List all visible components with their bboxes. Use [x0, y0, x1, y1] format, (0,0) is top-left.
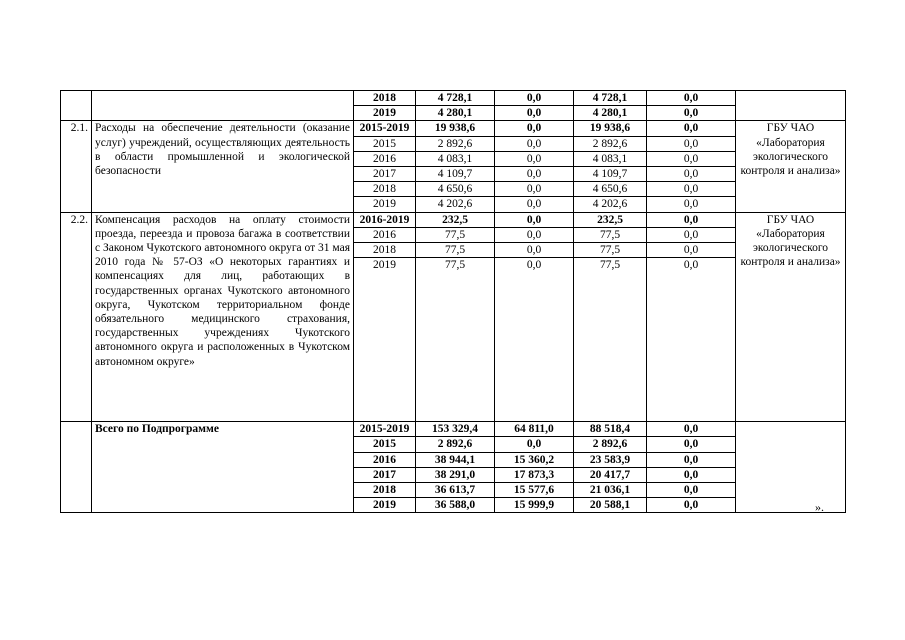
federal-cell: 0,0: [495, 167, 574, 182]
year-cell: 2017: [354, 467, 416, 482]
description-cell: [92, 91, 354, 121]
federal-cell: 0,0: [495, 243, 574, 258]
federal-cell: 0,0: [495, 151, 574, 166]
federal-cell: 0,0: [495, 91, 574, 106]
year-cell: 2016: [354, 452, 416, 467]
total-cell: 232,5: [416, 212, 495, 227]
item-number: 2.1.: [61, 121, 92, 212]
num-cell: [61, 422, 92, 513]
year-cell: 2018: [354, 243, 416, 258]
budget-table: [60, 90, 846, 513]
regional-cell: 4 728,1: [574, 91, 647, 106]
total-cell: 77,5: [416, 227, 495, 242]
regional-cell: 4 083,1: [574, 151, 647, 166]
item-executor: ГБУ ЧАО «Лаборатория экологического контроля и анализа»: [736, 212, 846, 422]
other-cell: 0,0: [647, 167, 736, 182]
regional-cell: 2 892,6: [574, 437, 647, 452]
other-cell: 0,0: [647, 467, 736, 482]
year-cell: 2015-2019: [354, 121, 416, 136]
other-cell: 0,0: [647, 121, 736, 136]
other-cell: 0,0: [647, 498, 736, 513]
total-cell: 36 588,0: [416, 498, 495, 513]
total-cell: 38 291,0: [416, 467, 495, 482]
year-cell: 2017: [354, 167, 416, 182]
year-cell: 2019: [354, 498, 416, 513]
total-cell: 77,5: [416, 243, 495, 258]
regional-cell: 4 202,6: [574, 197, 647, 212]
other-cell: 0,0: [647, 136, 736, 151]
year-cell: 2016-2019: [354, 212, 416, 227]
year-cell: 2018: [354, 91, 416, 106]
other-cell: 0,0: [647, 182, 736, 197]
total-cell: 4 202,6: [416, 197, 495, 212]
federal-cell: 0,0: [495, 227, 574, 242]
federal-cell: 0,0: [495, 182, 574, 197]
other-cell: 0,0: [647, 452, 736, 467]
year-cell: 2016: [354, 151, 416, 166]
federal-cell: 0,0: [495, 106, 574, 121]
table-row: [61, 91, 846, 106]
federal-cell: 0,0: [495, 212, 574, 227]
federal-cell: 15 577,6: [495, 483, 574, 498]
other-cell: 0,0: [647, 483, 736, 498]
year-cell: 2015-2019: [354, 422, 416, 437]
federal-cell: 17 873,3: [495, 467, 574, 482]
regional-cell: 2 892,6: [574, 136, 647, 151]
total-cell: 153 329,4: [416, 422, 495, 437]
regional-cell: 77,5: [574, 227, 647, 242]
totals-label: Всего по Подпрограмме: [92, 422, 354, 513]
federal-cell: 0,0: [495, 437, 574, 452]
year-cell: 2018: [354, 483, 416, 498]
year-cell: 2015: [354, 136, 416, 151]
total-cell: 4 728,1: [416, 91, 495, 106]
regional-cell: 77,5: [574, 258, 647, 422]
regional-cell: 4 280,1: [574, 106, 647, 121]
regional-cell: 77,5: [574, 243, 647, 258]
executor-cell: [736, 422, 846, 513]
other-cell: 0,0: [647, 243, 736, 258]
year-cell: 2016: [354, 227, 416, 242]
other-cell: 0,0: [647, 91, 736, 106]
item-description: Компенсация расходов на оплату стоимости проезда, переезда и провоза багажа в соответствии с Законом Чукотского автономного округа от 31 мая 2010 года № 57-ОЗ «О некоторых гарантиях и компенсациях для лиц, работающих в государственных органах Чукотского автономного округа, Чукотском территориальном фонде обязательного медицинского страхования, государственных учреждениях Чукотского автономного округа и расположенных в Чукотском автономном округе»: [92, 212, 354, 422]
table-row: [61, 212, 846, 227]
num-cell: [61, 91, 92, 121]
other-cell: 0,0: [647, 151, 736, 166]
federal-cell: 15 999,9: [495, 498, 574, 513]
year-cell: 2019: [354, 106, 416, 121]
item-description: Расходы на обеспечение деятельности (оказание услуг) учреждений, осуществляющих деятельность в области промышленной и экологической безопасности: [92, 121, 354, 212]
total-cell: 2 892,6: [416, 136, 495, 151]
regional-cell: 232,5: [574, 212, 647, 227]
federal-cell: 0,0: [495, 258, 574, 422]
federal-cell: 0,0: [495, 136, 574, 151]
other-cell: 0,0: [647, 106, 736, 121]
total-cell: 4 083,1: [416, 151, 495, 166]
regional-cell: 4 650,6: [574, 182, 647, 197]
total-cell: 4 109,7: [416, 167, 495, 182]
regional-cell: 20 588,1: [574, 498, 647, 513]
other-cell: 0,0: [647, 212, 736, 227]
federal-cell: 15 360,2: [495, 452, 574, 467]
executor-cell: [736, 91, 846, 121]
regional-cell: 21 036,1: [574, 483, 647, 498]
other-cell: 0,0: [647, 197, 736, 212]
regional-cell: 20 417,7: [574, 467, 647, 482]
total-cell: 19 938,6: [416, 121, 495, 136]
regional-cell: 19 938,6: [574, 121, 647, 136]
year-cell: 2019: [354, 258, 416, 422]
total-cell: 4 650,6: [416, 182, 495, 197]
item-number: 2.2.: [61, 212, 92, 422]
other-cell: 0,0: [647, 437, 736, 452]
total-cell: 77,5: [416, 258, 495, 422]
year-cell: 2018: [354, 182, 416, 197]
year-cell: 2019: [354, 197, 416, 212]
regional-cell: 4 109,7: [574, 167, 647, 182]
total-cell: 4 280,1: [416, 106, 495, 121]
other-cell: 0,0: [647, 422, 736, 437]
federal-cell: 64 811,0: [495, 422, 574, 437]
regional-cell: 23 583,9: [574, 452, 647, 467]
total-cell: 2 892,6: [416, 437, 495, 452]
closing-quote-mark: ».: [815, 500, 824, 514]
year-cell: 2015: [354, 437, 416, 452]
federal-cell: 0,0: [495, 121, 574, 136]
regional-cell: 88 518,4: [574, 422, 647, 437]
other-cell: 0,0: [647, 227, 736, 242]
federal-cell: 0,0: [495, 197, 574, 212]
item-executor: ГБУ ЧАО «Лаборатория экологического контроля и анализа»: [736, 121, 846, 212]
total-cell: 38 944,1: [416, 452, 495, 467]
table-row: [61, 422, 846, 437]
other-cell: 0,0: [647, 258, 736, 422]
table-row: [61, 121, 846, 136]
total-cell: 36 613,7: [416, 483, 495, 498]
